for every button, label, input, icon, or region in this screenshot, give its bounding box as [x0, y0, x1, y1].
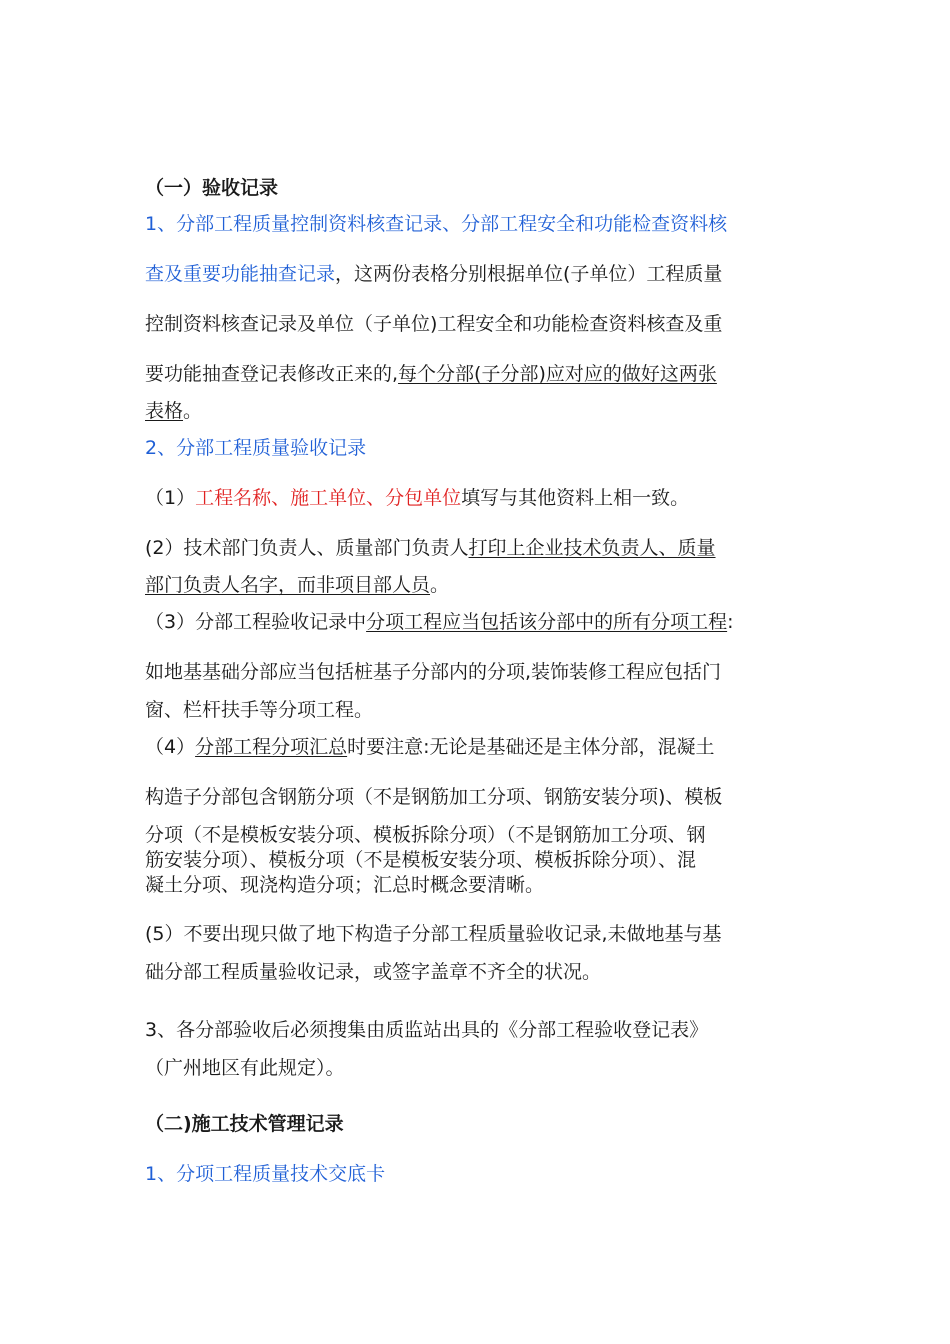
item2-p3-line3: 窗、栏杆扶手等分项工程。 [145, 699, 374, 721]
item2-p4-line4: 筋安装分项）、模板分项（不是模板安装分项、模板拆除分项）、混 [145, 849, 697, 871]
item1-line2 [145, 262, 722, 286]
item1-line4-underlined: 每个分部(子分部)应对应的做好这两张 [398, 363, 717, 385]
item2-p4-line5: 凝土分项、现浇构造分项；汇总时概念要清晰。 [145, 874, 545, 896]
item2-p2-text: (2）技术部门负责人、质量部门负责人 [145, 537, 469, 559]
item2-p1-open: （1） [145, 487, 196, 509]
item2-title: 2、分部工程质量验收记录 [145, 437, 367, 459]
item2-p1-text: 填写与其他资料上相一致。 [461, 487, 690, 509]
item2-p4-line2: 构造子分部包含钢筋分项（不是钢筋加工分项、钢筋安装分项)、模板 [145, 786, 723, 808]
item2-p3-line1 [145, 610, 734, 634]
item2-p2-line2 [145, 573, 449, 597]
item2-p2-line1 [145, 536, 716, 560]
item1-line2-highlight: 查及重要功能抽查记录 [145, 263, 336, 285]
item2-p3-text: （3）分部工程验收记录中 [145, 611, 367, 633]
item3-line2: （广州地区有此规定）。 [145, 1057, 345, 1079]
item2-p3-end: : [727, 611, 734, 633]
section-heading-technical: （二)施工技术管理记录 [145, 1113, 344, 1135]
item2-p2-end: 。 [430, 574, 450, 596]
item2-p1-highlight: 工程名称、施工单位、分包单位 [195, 487, 462, 509]
item2-p1 [145, 486, 689, 510]
item1-line2-text: ，这两份表格分别根据单位(子单位）工程质量 [335, 263, 723, 285]
item2-p4-line3: 分项（不是模板安装分项、模板拆除分项）（不是钢筋加工分项、钢 [145, 824, 706, 846]
sub-item1-title: 1、分项工程质量技术交底卡 [145, 1163, 386, 1185]
item2-p4-text: 时要注意:无论是基础还是主体分部，混凝土 [347, 736, 715, 758]
item2-p3-underlined: 分项工程应当包括该分部中的所有分项工程 [366, 611, 728, 633]
item1-line4-text: 要功能抽查登记表修改正来的, [145, 363, 399, 385]
item2-p4-open: （4） [145, 736, 196, 758]
item2-p2-underlined2: 部门负责人名字，而非项目部人员 [145, 574, 431, 596]
item1-line4 [145, 362, 717, 386]
item1-line1: 1、分部工程质量控制资料核查记录、分部工程安全和功能检查资料核 [145, 213, 728, 235]
item2-p3-line2: 如地基基础分部应当包括桩基子分部内的分项,装饰装修工程应包括门 [145, 661, 722, 683]
section-heading-acceptance: （一）验收记录 [145, 177, 279, 199]
item2-p5-line1: (5）不要出现只做了地下构造子分部工程质量验收记录,未做地基与基 [145, 923, 722, 945]
item1-line5 [145, 399, 202, 423]
item1-line5-end: 。 [183, 400, 203, 422]
item2-p5-line2: 础分部工程质量验收记录，或签字盖章不齐全的状况。 [145, 961, 602, 983]
item2-p4-line1 [145, 735, 715, 759]
item2-p4-underlined: 分部工程分项汇总 [195, 736, 348, 758]
item1-line5-underlined: 表格 [145, 400, 184, 422]
item2-p2-underlined1: 打印上企业技术负责人、质量 [468, 537, 716, 559]
item1-line3: 控制资料核查记录及单位（子单位)工程安全和功能检查资料核查及重 [145, 313, 723, 335]
item3-line1: 3、各分部验收后必须搜集由质监站出具的《分部工程验收登记表》 [145, 1019, 709, 1041]
